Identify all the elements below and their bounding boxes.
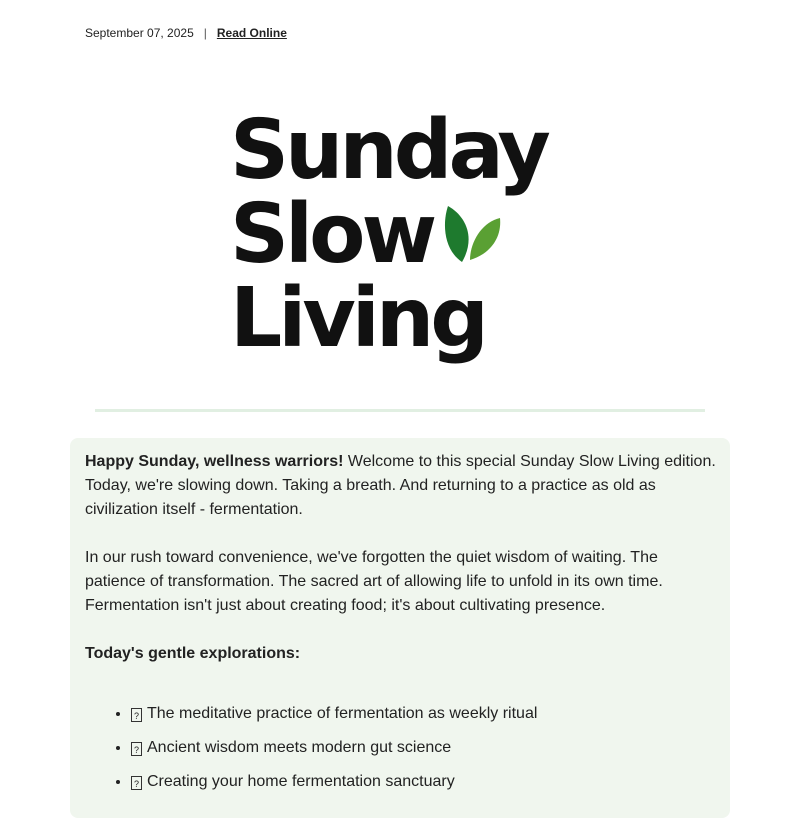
explorations-list: [85, 702, 717, 794]
list-item-text: The meditative practice of fermentation as weekly ritual: [147, 705, 538, 722]
logo-line-living: Living: [230, 271, 485, 366]
missing-glyph-icon: ?: [131, 742, 142, 756]
leaf-icon: [440, 202, 502, 264]
missing-glyph-icon: ?: [131, 708, 142, 722]
newsletter-logo: [230, 103, 560, 385]
intro-paragraph-1-text: Welcome to this special Sunday Slow Living edition. Today, we're slowing down. Taking a breath. And returning to a practice as old as civilization itself - fermentation.: [85, 453, 716, 518]
intro-content: [85, 450, 717, 804]
greeting: Happy Sunday, wellness warriors!: [85, 453, 344, 470]
list-item: [131, 736, 717, 760]
explorations-heading: Today's gentle explorations:: [85, 645, 301, 662]
list-item-text: Ancient wisdom meets modern gut science: [147, 739, 452, 756]
header-separator: |: [203, 26, 207, 40]
logo-line-slow: Slow: [230, 187, 434, 282]
header-bar: [85, 26, 287, 40]
intro-paragraph-2: In our rush toward convenience, we've forgotten the quiet wisdom of waiting. The patience of transformation. The sacred art of allowing life to unfold in its own time. Fermentation isn't just about creating food; it's about cultivating presence.: [85, 549, 663, 614]
intro-paragraph-1: [85, 450, 717, 522]
missing-glyph-icon: ?: [131, 776, 142, 790]
issue-date: September 07, 2025: [85, 26, 194, 40]
list-item-text: Creating your home fermentation sanctuary: [147, 773, 455, 790]
logo-divider: [95, 409, 705, 412]
list-item: [131, 702, 717, 726]
read-online-link[interactable]: Read Online: [216, 26, 287, 40]
intro-card: [70, 438, 730, 818]
logo-line-sunday: Sunday: [230, 103, 547, 198]
list-item: [131, 770, 717, 794]
